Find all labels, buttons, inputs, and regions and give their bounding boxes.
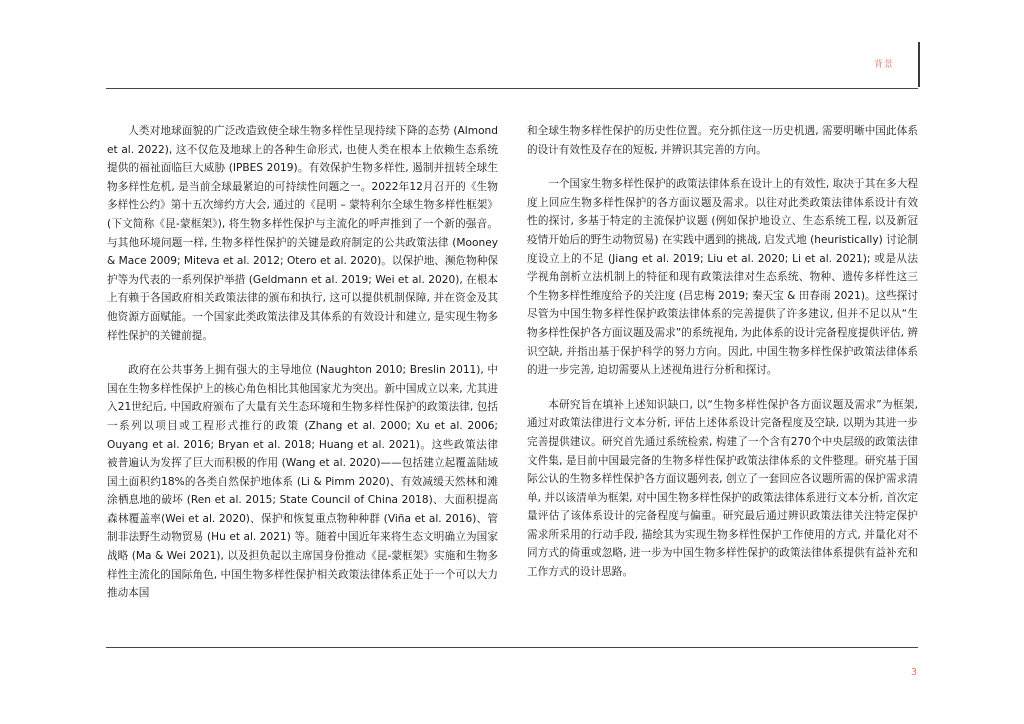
paragraph: 政府在公共事务上拥有强大的主导地位 (Naughton 2010; Breslin 2011), 中国在生物多样性保护上的核心角色相比其他国家尤为突出。新中国成立以来, 尤其进入21世纪后, 中国政府颁布了大量有关生态环境和生物多样性保护的政策法律, 包括一系列以项目或工程形式推行的政策 (Zhang et al. 2000; Xu et al. 2006; Ouyang et al. 2016; Bryan et al. 2018; Huang et al. 2021)。这些政策法律被普遍认为发挥了巨大而积极的作用 (Wang et al. 2020)——包括建立起覆盖陆域国土面积约18%的各类自然保护地体系 (Li & Pimm 2020)、有效减缓天然林和滩涂栖息地的破坏 (Ren et al. 2015; State Council of China 2018)、大面积提高森林覆盖率(Wei et al. 2020)、保护和恢复重点物种种群 (Viña et al. 2016)、管制非法野生动物贸易 (Hu et al. 2021) 等。随着中国近年来将生态文明确立为国家战略 (Ma & Wei 2021), 以及担负起以主席国身份推动《昆-蒙框架》实施和生物多样性主流化的国际角色, 中国生物多样性保护相关政策法律体系正处于一个可以大力推动本国: [107, 364, 498, 600]
right-column: [527, 122, 918, 582]
bottom-rule: [106, 647, 918, 648]
top-rule: [106, 88, 918, 89]
header-divider: [918, 42, 920, 87]
paragraph: 一个国家生物多样性保护的政策法律体系在设计上的有效性, 取决于其在多大程度上回应生物多样性保护的各方面议题及需求。以往对此类政策法律体系设计有效性的探讨, 多基于特定的主流保护议题 (例如保护地设立、生态系统工程, 以及新冠疫情开始后的野生动物贸易) 在实践中遇到的挑战, 启发式地 (heuristically) 讨论制度设立上的不足 (Jiang et al. 2019; Liu et al. 2020; Li et al. 2021); 或是从法学视角剖析立法机制上的特征和现有政策法律对生态系统、物种、遗传多样性这三个生物多样性维度给予的关注度 (吕忠梅 2019; 秦天宝 & 田春雨 2021)。这些探讨尽管为中国生物多样性保护政策法律体系的完善提供了许多建议, 但并不足以从“生物多样性保护各方面议题及需求”的系统视角, 为此体系的设计完备程度提供评估, 辨识空缺, 并指出基于保护科学的努力方向。因此, 中国生物多样性保护政策法律体系的进一步完善, 迫切需要从上述视角进行分析和探讨。: [527, 178, 918, 377]
section-label: 背景: [873, 60, 894, 70]
paragraph: 本研究旨在填补上述知识缺口, 以“生物多样性保护各方面议题及需求”为框架, 通过对政策法律进行文本分析, 评估上述体系设计完备程度及空缺, 以期为其进一步完善提供建议。研究首先通过系统检索, 构建了一个含有270个中央层级的政策法律文件集, 是目前中国最完备的生物多样性保护政策法律体系的文件整理。研究基于国际公认的生物多样性保护各方面议题列表, 创立了一套回应各议题所需的保护需求清单, 并以该清单为框架, 对中国生物多样性保护的政策法律体系进行文本分析, 首次定量评估了该体系设计的完备程度与偏重。研究最后通过辨识政策法律关注特定保护需求所采用的行动手段, 描绘其为实现生物多样性保护工作使用的方式, 并量化对不同方式的倚重或忽略, 进一步为中国生物多样性保护的政策法律体系提供有益补充和工作方式的设计思路。: [527, 398, 918, 579]
paragraph: 人类对地球面貌的广泛改造致使全球生物多样性呈现持续下降的态势 (Almond et al. 2022), 这不仅危及地球上的各种生命形式, 也使人类在根本上依赖生态系统提供的福祉面临巨大威胁 (IPBES 2019)。有效保护生物多样性, 遏制并扭转全球生物多样性危机, 是当前全球最紧迫的可持续性问题之一。2022年12月召开的《生物多样性公约》第十五次缔约方大会, 通过的《昆明 – 蒙特利尔全球生物多样性框架》 (下文简称《昆-蒙框架》), 将生物多样性保护与主流化的呼声推到了一个新的强音。与其他环境问题一样, 生物多样性保护的关键是政府制定的公共政策法律 (Mooney & Mace 2009; Miteva et al. 2012; Otero et al. 2020)。以保护地、濒危物种保护等为代表的一系列保护举措 (Geldmann et al. 2019; Wei et al. 2020), 在根本上有赖于各国政府相关政策法律的颁布和执行, 这可以提供机制保障, 并在资金及其他资源方面赋能。一个国家此类政策法律及其体系的有效设计和建立, 是实现生物多样性保护的关键前提。: [107, 125, 498, 342]
left-column: [107, 122, 498, 603]
paragraph-continued: 和全球生物多样性保护的历史性位置。充分抓住这一历史机遇, 需要明晰中国此体系的设计有效性及存在的短板, 并辨识其完善的方向。: [527, 125, 918, 156]
page-number: 3: [911, 667, 918, 678]
